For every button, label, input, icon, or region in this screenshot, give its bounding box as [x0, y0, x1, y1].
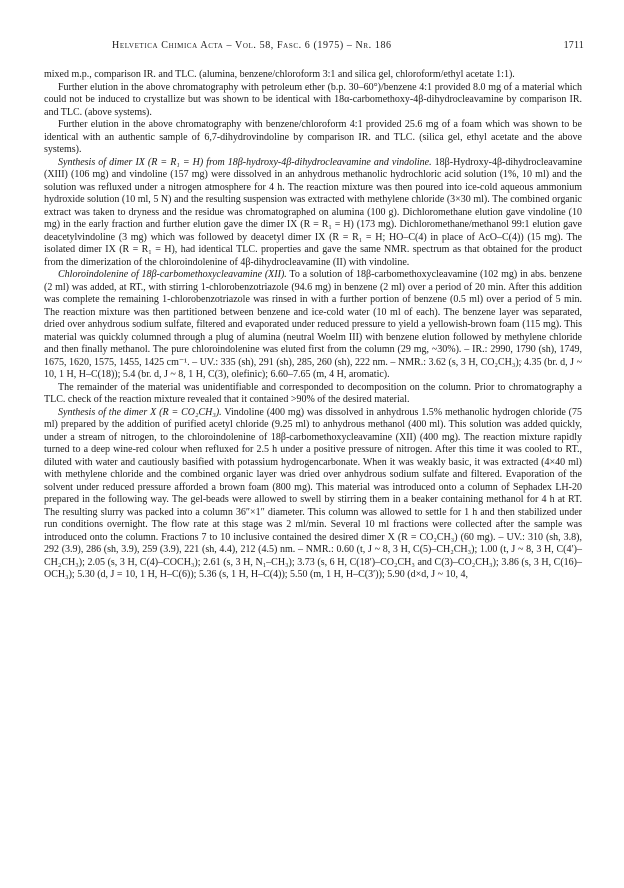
- paragraph-elution-benzene: [44, 119, 582, 157]
- section-title: Synthesis of the dimer X (R = CO₂CH₃).: [58, 406, 222, 418]
- paragraph-text: 18β-Hydroxy-4β-dihydrocleavamine (XIII) (106 mg) and vindoline (157 mg) were dissolved in an anhydrous methanolic hydrochloric acid solution (1%, 10 ml) and the solution was refluxed under a nitrogen atmosphere for 4 h. The reaction mixture was then poured into ice-cold aqueous ammonium hydroxide solution (10 ml, 5 N) and the resulting suspension was extracted with methylene chloride (3×30 ml). The combined organic extract was taken to dryness and the residue was chromatographed on alumina (100 g). Dichloromethane elution gave vindoline (10 mg) in the early fraction and further elution gave the dimer IX (R = R₁ = H) (173 mg). Dichloromethane/methanol 99:1 elution gave deacetylvindoline (3 mg) which was followed by deacetyl dimer IX (R = R₁ = H; HO–C(4) in place of AcO–C(4)) (15 mg). The isolated dimer IX (R = R₁ = H), had identical TLC. properties and gave the same NMR. spectrum as that obtained for the product from the dimerization of the chloroindolenine of 4β-dihydrocleavamine (II) with vindoline.: [44, 156, 583, 268]
- paragraph-continuation: [44, 69, 582, 82]
- paragraph-synthesis-dimer-x: [44, 407, 582, 582]
- paragraph-remainder: [44, 382, 582, 407]
- paragraph-text: To a solution of 18β-carbomethoxycleavamine (102 mg) in abs. benzene (2 ml) was added, at RT., with stirring 1-chlorobenzotriazole (94.6 mg) in benzene (2 ml) over a period of 20 min. After this addition was complete the remaining 1-chlorobenzotriazole was rinsed in with a further portion of benzene (0.5 ml) over a period of 5 min. The reaction mixture was then partitioned between benzene and ice-cold water (10 ml of each). The benzene layer was separated, dried over anhydrous sodium sulfate, filtered and evaporated under reduced pressure to yield a yellowish-brown foam (115 mg). This material was quickly columned through a plug of alumina (neutral Woelm III) with benzene elution followed by methylene chloride and then finally methanol. The pure chloroindolenine was eluted first from the column (29 mg, ~30%). – IR.: 2990, 1790 (sh), 1749, 1675, 1620, 1575, 1455, 1425 cm⁻¹. – UV.: 335 (sh), 291 (sh), 285, 260 (sh), 222 nm. – NMR.: 3.62 (s, 3 H, CO₂CH₃); 4.35 (br. d, J ~ 10, 1 H, H–C(18)); 5.4 (br. d, J ~ 8, 1 H, C(3), olefinic); 6.60–7.65 (m, 4 H, aromatic).: [44, 269, 582, 380]
- paragraph-text: Further elution in the above chromatography with petroleum ether (b.p. 30–60°)/benzene 4:1 provided 8.0 mg of a material which could not be induced to crystallize but was shown to be identical with 18α-carbomethoxy-4β-dihydrocleavamine by comparison IR. and TLC. (above systems).: [44, 81, 582, 118]
- paragraph-synthesis-dimer-ix: [44, 157, 582, 270]
- page-number: 1711: [563, 40, 584, 51]
- section-title: Synthesis of dimer IX (R = R₁ = H) from 18β-hydroxy-4β-dihydrocleavamine and vindoline.: [58, 156, 432, 168]
- running-head: [40, 40, 584, 54]
- paragraph-text: Further elution in the above chromatography with benzene/chloroform 4:1 provided 25.6 mg of a foam which was shown to be identical with an authentic sample of 6,7-dihydrovindoline by comparison IR. and TLC. (silica gel, ethyl acetate and the above systems).: [44, 119, 582, 155]
- paragraph-chloroindolenine: [44, 269, 582, 382]
- journal-title: Helvetica Chimica Acta – Vol. 58, Fasc. 6 (1975) – Nr. 186: [112, 40, 392, 51]
- section-title: Chloroindolenine of 18β-carbomethoxycleavamine (XII).: [58, 269, 287, 280]
- article-body: [44, 69, 582, 582]
- paragraph-text: The remainder of the material was unidentifiable and corresponded to decomposition on the column. Prior to chromatography a TLC. check of the reaction mixture revealed that it contained >90% of the desired material.: [44, 381, 582, 405]
- paragraph-text: mixed m.p., comparison IR. and TLC. (alumina, benzene/chloroform 3:1 and silica gel, chloroform/ethyl acetate 1:1).: [44, 69, 515, 80]
- paragraph-elution-petroleum: [44, 82, 582, 120]
- paragraph-text: Vindoline (400 mg) was dissolved in anhydrous 1.5% methanolic hydrogen chloride (75 ml) prepared by the addition of purified acetyl chloride (9.25 ml) to anhydrous methanol (400 ml). This solution was added quickly, under a stream of nitrogen, to the chloroindolenine of 18β-carbomethoxycleavamine (XII) (400 mg). The reaction mixture rapidly turned to a deep wine-red colour when refluxed for 2.5 h under a positive pressure of nitrogen. After this time it was cooled to RT., diluted with water and cautiously basified with potassium hydrogencarbonate. When it was weakly basic, it was extracted (4×40 ml) with methylene chloride and the combined organic layer was dried over anhydrous sodium sulfate and filtered. Evaporation of the solvent under reduced pressure afforded a brown foam (800 mg). This material was introduced onto a column of Sephadex LH-20 prepared in the following way. The gel-beads were allowed to swell by stirring them in a beaker containing methanol for 4 h at RT. The resulting slurry was packed into a column 36″×1″ diameter. This column was allowed to settle for 1 h and then stabilized under run conditions overnight. The flow rate at this stage was 2 ml/min. Several 10 ml fractions were collected after the sample was introduced onto the column. Fractions 7 to 10 inclusive contained the desired dimer X (R = CO₂CH₃) (60 mg). – UV.: 310 (sh, 3.8), 292 (3.9), 286 (sh, 3.9), 259 (3.9), 221 (sh, 4.4), 212 (4.5) nm. – NMR.: 0.60 (t, J ~ 8, 3 H, C(5)–CH₂CH₃); 1.00 (t, J ~ 8, 3 H, C(4′)–CH₂CH₃); 2.05 (s, 3 H, C(4)–COCH₃); 2.61 (s, 3 H, N₁–CH₃); 3.73 (s, 6 H, C(18′)–CO₂CH₃ and C(3)–CO₂CH₃); 3.86 (s, 3 H, C(16)–OCH₃); 5.30 (d, J = 10, 1 H, H–C(6)); 5.36 (s, 1 H, H–C(4)); 5.50 (m, 1 H, H–C(3′)); 5.90 (d×d, J ~ 10, 4,: [44, 406, 582, 580]
